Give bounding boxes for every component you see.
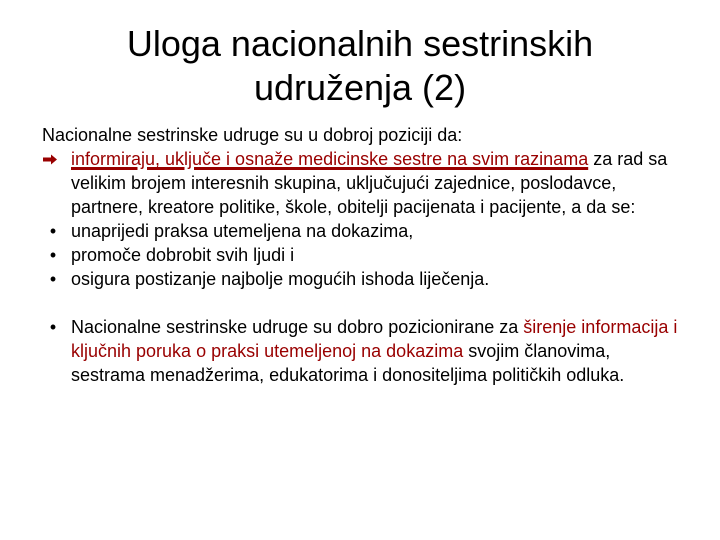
title-line-2: udruženja (2)	[253, 67, 467, 108]
item-text: svojim članovima, sestrama menadžerima, edukatorima i donositeljima političkih odluka.	[71, 341, 625, 385]
item-text: unaprijedi praksa utemeljena na dokazima,	[71, 221, 414, 241]
item-text: promoče dobrobit svih ljudi i	[71, 245, 295, 265]
intro-text: Nacionalne sestrinske udruge su u dobroj poziciji da:	[42, 125, 463, 145]
title-line-1: Uloga nacionalnih sestrinskih	[126, 23, 594, 64]
bullet-dot: •	[49, 269, 57, 289]
item-text: za rad sa velikim brojem interesnih skupina, uključujući zajednice, poslodavce, partnere, kreatore politike, škole, obitelji pacijenata i pacijente, a da se:	[71, 149, 668, 217]
list-item-praksa	[42, 219, 682, 243]
list-item-dobrobit	[42, 243, 682, 267]
item-text: Nacionalne sestrinske udruge su dobro pozicionirane za	[71, 317, 524, 337]
slide-content	[42, 123, 682, 387]
item-highlight: širenje informacija i ključnih poruka o praksi utemeljenoj na dokazima	[71, 317, 678, 361]
spacer	[42, 291, 682, 315]
bullet-dot: •	[49, 245, 57, 265]
list-item-sirenje	[42, 315, 682, 387]
bullet-dot: •	[49, 317, 57, 337]
arrow-right-icon	[42, 154, 58, 165]
item-text: osigura postizanje najbolje mogućih ishoda liječenja.	[71, 269, 490, 289]
list-item-informiraju	[42, 147, 682, 219]
bullet-dot: •	[49, 221, 57, 241]
list-item-ishodi	[42, 267, 682, 291]
item-highlight-link: informiraju, uključe i osnaže medicinske sestre na svim razinama	[71, 149, 589, 169]
slide-title	[0, 22, 720, 110]
